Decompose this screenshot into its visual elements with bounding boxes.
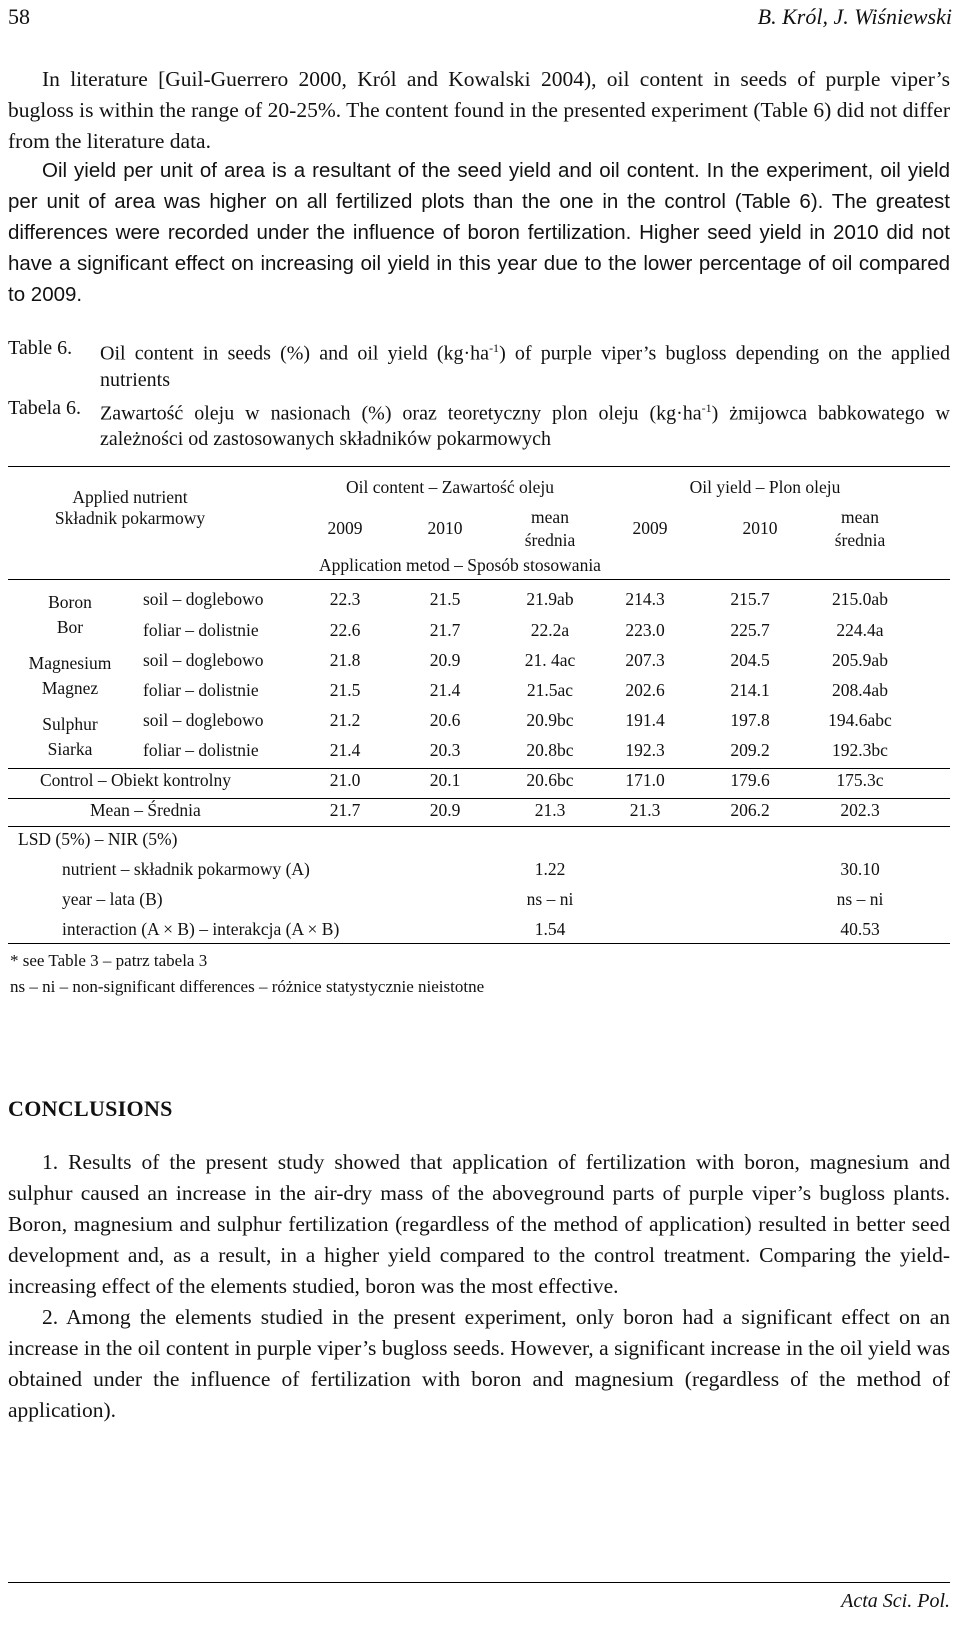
caption-label-en: Table 6. <box>8 337 73 359</box>
conclusion-item: 1. Results of the present study showed that application of fertilization with boron, magnesium and sulphur caused an increase in the air-dry mass of the aboveground parts of purple viper’s bugloss plants. Boron, magnesium and sulphur fertilization (regardless of the method of application) resulted in better seed development and, as a result, in a higher yield compared to the control treatment. Comparing the yield-increasing effect of the elements studied, boron was the most effective. <box>8 1150 950 1298</box>
table-header-rule <box>8 579 950 580</box>
row-method: soil – doglebowo <box>143 589 264 609</box>
row-method: foliar – dolistnie <box>143 740 259 760</box>
table-cell: 206.2 <box>730 800 770 820</box>
row-method: foliar – dolistnie <box>143 620 259 640</box>
table-cell: 22.2a <box>530 620 570 640</box>
table-cell: 175.3c <box>836 770 884 790</box>
table-cell: 21.4 <box>429 680 461 700</box>
running-header-authors: B. Król, J. Wiśniewski <box>757 4 952 29</box>
col-2009-oil: 2009 <box>327 518 363 538</box>
lsd-row-label: interaction (A × B) – interakcja (A × B) <box>62 919 340 939</box>
oil-yield-header: Oil yield – Plon oleju <box>689 477 841 497</box>
col-2010-yield: 2010 <box>742 518 778 538</box>
table-cell: 209.2 <box>730 740 770 760</box>
table-mean-rule <box>8 826 950 827</box>
table-cell: 21. 4ac <box>524 650 576 670</box>
table-cell: 214.3 <box>625 589 665 609</box>
table-cell: 21.3 <box>629 800 661 820</box>
table-cell: 191.4 <box>625 710 665 730</box>
table-cell: 224.4a <box>836 620 884 640</box>
lsd-row-label: year – lata (B) <box>62 889 163 909</box>
table-cell: 22.6 <box>329 620 361 640</box>
lsd-row-yield: 40.53 <box>840 919 880 939</box>
intro-paragraph-2: Oil yield per unit of area is a resultant of the seed yield and oil content. In the experiment, oil yield per unit of area was higher on all fertilized plots than the one in the control (Table 6). The greatest differences were recorded under the influence of boron fertilization. Higher seed yield in 2010 did not have a significant effect on increasing oil yield in this year due to the lower percentage of oil compared to 2009. <box>8 159 950 306</box>
mean-label: Mean – Średnia <box>90 800 201 820</box>
table-cell: 194.6abc <box>828 710 892 730</box>
table-footnote: ns – ni – non-significant differences – różnice statystycznie nieistotne <box>10 977 485 996</box>
table-cell: 179.6 <box>730 770 770 790</box>
group-label-boron: Boron Bor <box>48 592 92 637</box>
table-cell: 208.4ab <box>832 680 888 700</box>
table-cell: 20.8bc <box>526 740 574 760</box>
table-bottom-rule <box>8 943 950 944</box>
table-cell: 20.3 <box>429 740 461 760</box>
table-cell: 20.6bc <box>526 770 574 790</box>
table-cell: 223.0 <box>625 620 665 640</box>
row-method: soil – doglebowo <box>143 650 264 670</box>
table-cell: 21.5ac <box>526 680 574 700</box>
lsd-row-label: nutrient – składnik pokarmowy (A) <box>62 859 310 879</box>
caption-text-pl: Zawartość oleju w nasionach (%) oraz teoretyczny plon oleju $(kg\cdot ha^{-1})$ żmijowca babkowatego w zależności od zastosowanych składników pokarmowych <box>100 400 950 451</box>
lsd-row-oil: ns – ni <box>526 889 574 909</box>
table-cell: 207.3 <box>625 650 665 670</box>
table-cell: 21.7 <box>329 800 361 820</box>
col-2010-oil: 2010 <box>427 518 463 538</box>
table-cell: 215.7 <box>730 589 770 609</box>
lsd-title: LSD (5%) – NIR (5%) <box>18 829 178 849</box>
table-cell: 20.1 <box>429 770 461 790</box>
table-cell: 202.3 <box>840 800 880 820</box>
lsd-row-yield: ns – ni <box>836 889 884 909</box>
conclusions-heading: CONCLUSIONS <box>8 1096 173 1121</box>
table-cell: 21.5 <box>429 589 461 609</box>
lsd-row-oil: 1.54 <box>534 919 566 939</box>
table-cell: 21.0 <box>329 770 361 790</box>
table-cell: 21.4 <box>329 740 361 760</box>
col-2009-yield: 2009 <box>632 518 668 538</box>
table-cell: 197.8 <box>730 710 770 730</box>
caption-polish <box>8 395 950 453</box>
applied-nutrient-header: Applied nutrient Składnik pokarmowy <box>54 487 206 528</box>
journal-name: Acta Sci. Pol. <box>841 1590 950 1612</box>
table-cell: 21.8 <box>329 650 361 670</box>
table-cell: 214.1 <box>730 680 770 700</box>
caption-text-en: Oil content in seeds (%) and oil yield $(kg\cdot ha^{-1})$ of purple viper’s bugloss depending on the applied nutrients <box>100 341 950 391</box>
caption-label-pl: Tabela 6. <box>8 396 82 419</box>
table-cell: 204.5 <box>730 650 770 670</box>
table-cell: 21.9ab <box>526 589 574 609</box>
oil-content-header: Oil content – Zawartość oleju <box>346 477 554 497</box>
table-cell: 21.3 <box>534 800 566 820</box>
lsd-row-oil: 1.22 <box>534 859 566 879</box>
table-cell: 20.9 <box>429 650 461 670</box>
col-mean-oil: mean średnia <box>524 507 576 550</box>
table-cell: 20.6 <box>429 710 461 730</box>
table-cell: 205.9ab <box>832 650 888 670</box>
row-method: foliar – dolistnie <box>143 680 259 700</box>
table-cell: 21.7 <box>429 620 461 640</box>
lsd-row-yield: 30.10 <box>840 859 880 879</box>
table-cell: 20.9bc <box>526 710 574 730</box>
table-control-rule <box>8 798 950 799</box>
control-label: Control – Obiekt kontrolny <box>40 770 232 790</box>
table-cell: 202.6 <box>625 680 665 700</box>
page-number: 58 <box>8 4 30 29</box>
caption-english <box>8 335 950 393</box>
table-cell: 171.0 <box>625 770 665 790</box>
table-cell: 192.3 <box>625 740 665 760</box>
table-caption <box>8 335 950 452</box>
table-cell: 20.9 <box>429 800 461 820</box>
col-mean-yield: mean średnia <box>834 507 886 550</box>
row-method: soil – doglebowo <box>143 710 264 730</box>
table-cell: 21.2 <box>329 710 361 730</box>
conclusion-item: 2. Among the elements studied in the present experiment, only boron had a significant effect on an increase in the oil content in purple viper’s bugloss seeds. However, a significant increase in the oil yield was obtained under the influence of fertilization with boron and magnesium (regardless of the method of application). <box>8 1305 950 1422</box>
table-cell: 21.5 <box>329 680 361 700</box>
table-cell: 215.0ab <box>832 589 888 609</box>
table-top-rule <box>8 466 950 467</box>
table-cell: 192.3bc <box>832 740 888 760</box>
table-cell: 22.3 <box>329 589 361 609</box>
intro-paragraph-1: In literature [Guil-Guerrero 2000, Król and Kowalski 2004), oil content in seeds of purple viper’s bugloss is within the range of 20-25%. The content found in the presented experiment (Table 6) did not differ from the literature data. <box>8 67 950 153</box>
group-label-sulphur: Sulphur Siarka <box>42 714 98 759</box>
table-group-rule <box>8 768 950 769</box>
table-footnote: * see Table 3 – patrz tabela 3 <box>10 951 208 970</box>
table-cell: 225.7 <box>730 620 770 640</box>
footer-rule <box>8 1582 950 1583</box>
conclusions-list <box>8 1147 950 1426</box>
group-label-magnesium: Magnesium Magnez <box>28 653 112 698</box>
application-method-header: Application metod – Sposób stosowania <box>319 555 601 575</box>
